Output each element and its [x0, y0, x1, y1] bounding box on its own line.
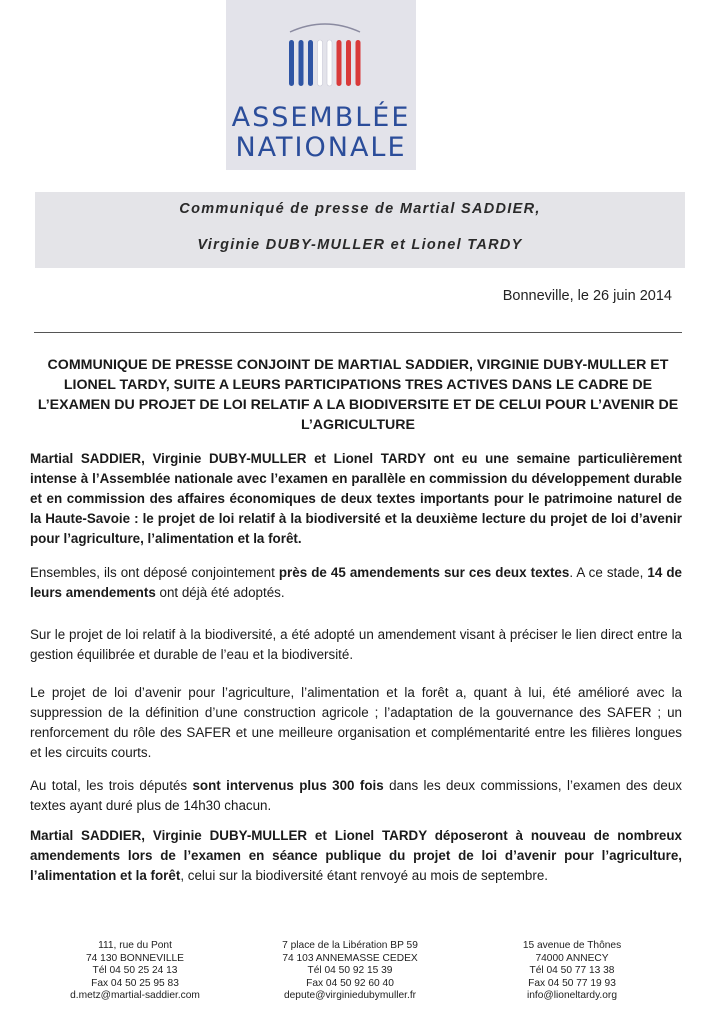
paragraph-biodiversity: Sur le projet de loi relatif à la biodiversité, a été adopté un amendement visant à préciser le lien direct entre la gestion équilibrée et durable de l’eau et la biodiversité.: [30, 627, 682, 662]
text-run: dans les deux commissions, l’examen des deux textes ayant duré plus de 14h30 chacun.: [30, 778, 683, 813]
footer-address-bonneville: [30, 940, 240, 1003]
footer-email: depute@virginiedubymuller.fr: [283, 990, 417, 1002]
paragraph-amendments: [30, 563, 682, 603]
footer-line: 15 avenue de Thônes: [522, 940, 622, 951]
footer-line: Tél 04 50 77 13 38: [529, 965, 615, 977]
paragraph-agriculture: Le projet de loi d’avenir pour l’agriculture, l’alimentation et la forêt a, quant à lui, été amélioré avec la suppression de la définition d’une construction agricole ; l’adaptation de la gouvernance des SAFER ; un renforcement du rôle des SAFER et une meilleure organisation et complémentarité entre les filières longues et les circuits courts.: [30, 685, 682, 760]
footer-line: Tél 04 50 92 15 39: [307, 965, 393, 977]
paragraph-total: [30, 776, 682, 816]
banner-line-1: Communiqué de presse de Martial SADDIER,: [179, 201, 541, 217]
footer-line: Fax 04 50 25 95 83: [91, 977, 179, 989]
text-run: Ensembles, ils ont déposé conjointement: [30, 565, 279, 580]
footer-line: 111, rue du Pont: [98, 940, 172, 951]
logo-stripe: [356, 40, 361, 86]
paragraph-conclusion: [30, 826, 682, 886]
footer-line: Fax 04 50 92 60 40: [306, 977, 394, 989]
logo-stripe: [318, 40, 323, 86]
logo-text-line2: NATIONALE: [235, 132, 407, 163]
footer-line: Tél 04 50 25 24 13: [92, 965, 178, 977]
footer-email: info@lioneltardy.org: [526, 990, 617, 1002]
logo-stripe: [346, 40, 351, 86]
footer-line: 74 103 ANNEMASSE CEDEX: [282, 952, 418, 964]
footer-address-annemasse: [245, 940, 455, 1003]
logo-stripe: [299, 40, 304, 86]
assemblee-nationale-logo: [226, 0, 416, 170]
headline: COMMUNIQUE DE PRESSE CONJOINT DE MARTIAL SADDIER, VIRGINIE DUBY-MULLER ET LIONEL TARDY, SUITE A LEURS PARTICIPATIONS TRES ACTIVES DANS LE CADRE DE L’EXAMEN DU PROJET DE LOI RELATIF A LA BIODIVERSITE ET DE CELUI POUR L’AVENIR DE L’AGRICULTURE: [37, 357, 679, 433]
logo-stripe: [308, 40, 313, 86]
footer-line: 7 place de la Libération BP 59: [282, 940, 418, 951]
footer-email: d.metz@martial-saddier.com: [70, 990, 200, 1002]
logo-text-line1: ASSEMBLÉE: [231, 102, 411, 133]
footer-line: 74000 ANNECY: [535, 952, 609, 964]
logo-stripe: [327, 40, 332, 86]
hemicycle-icon: [284, 14, 366, 94]
footer-address-annecy: [467, 940, 677, 1003]
date-line: Bonneville, le 26 juin 2014: [502, 288, 672, 304]
footer-line: Fax 04 50 77 19 93: [528, 977, 616, 989]
banner-line-2: Virginie DUBY-MULLER et Lionel TARDY: [197, 237, 523, 253]
text-run-bold: sont intervenus plus 300 fois: [192, 778, 384, 793]
logo-stripe: [289, 40, 294, 86]
text-run-bold: près de 45 amendements sur ces deux textes: [278, 565, 570, 580]
text-run: , celui sur la biodiversité étant renvoyé au mois de septembre.: [180, 868, 548, 883]
text-run: ont déjà été adoptés.: [155, 585, 285, 600]
press-release-banner: [35, 192, 685, 268]
text-run: Au total, les trois députés: [30, 778, 193, 793]
text-run-bold: 14 de leurs amendements: [30, 565, 682, 600]
divider: [34, 332, 682, 333]
text-run-bold: Martial SADDIER, Virginie DUBY-MULLER et Lionel TARDY déposeront à nouveau de nombreux amendements lors de l’examen en séance publique du projet de loi d’avenir pour l’agriculture, l’alimentation et la forêt: [30, 828, 682, 883]
paragraph-intro: Martial SADDIER, Virginie DUBY-MULLER et Lionel TARDY ont eu une semaine particulièrement intense à l’Assemblée nationale avec l’examen en parallèle en commission du développement durable et en commission des affaires économiques de deux textes importants pour le patrimoine naturel de la Haute-Savoie : le projet de loi relatif à la biodiversité et la deuxième lecture du projet de loi d’avenir pour l’agriculture, l’alimentation et la forêt.: [30, 451, 682, 546]
footer-line: 74 130 BONNEVILLE: [86, 952, 184, 964]
text-run: . A ce stade,: [569, 565, 648, 580]
logo-stripe: [337, 40, 342, 86]
